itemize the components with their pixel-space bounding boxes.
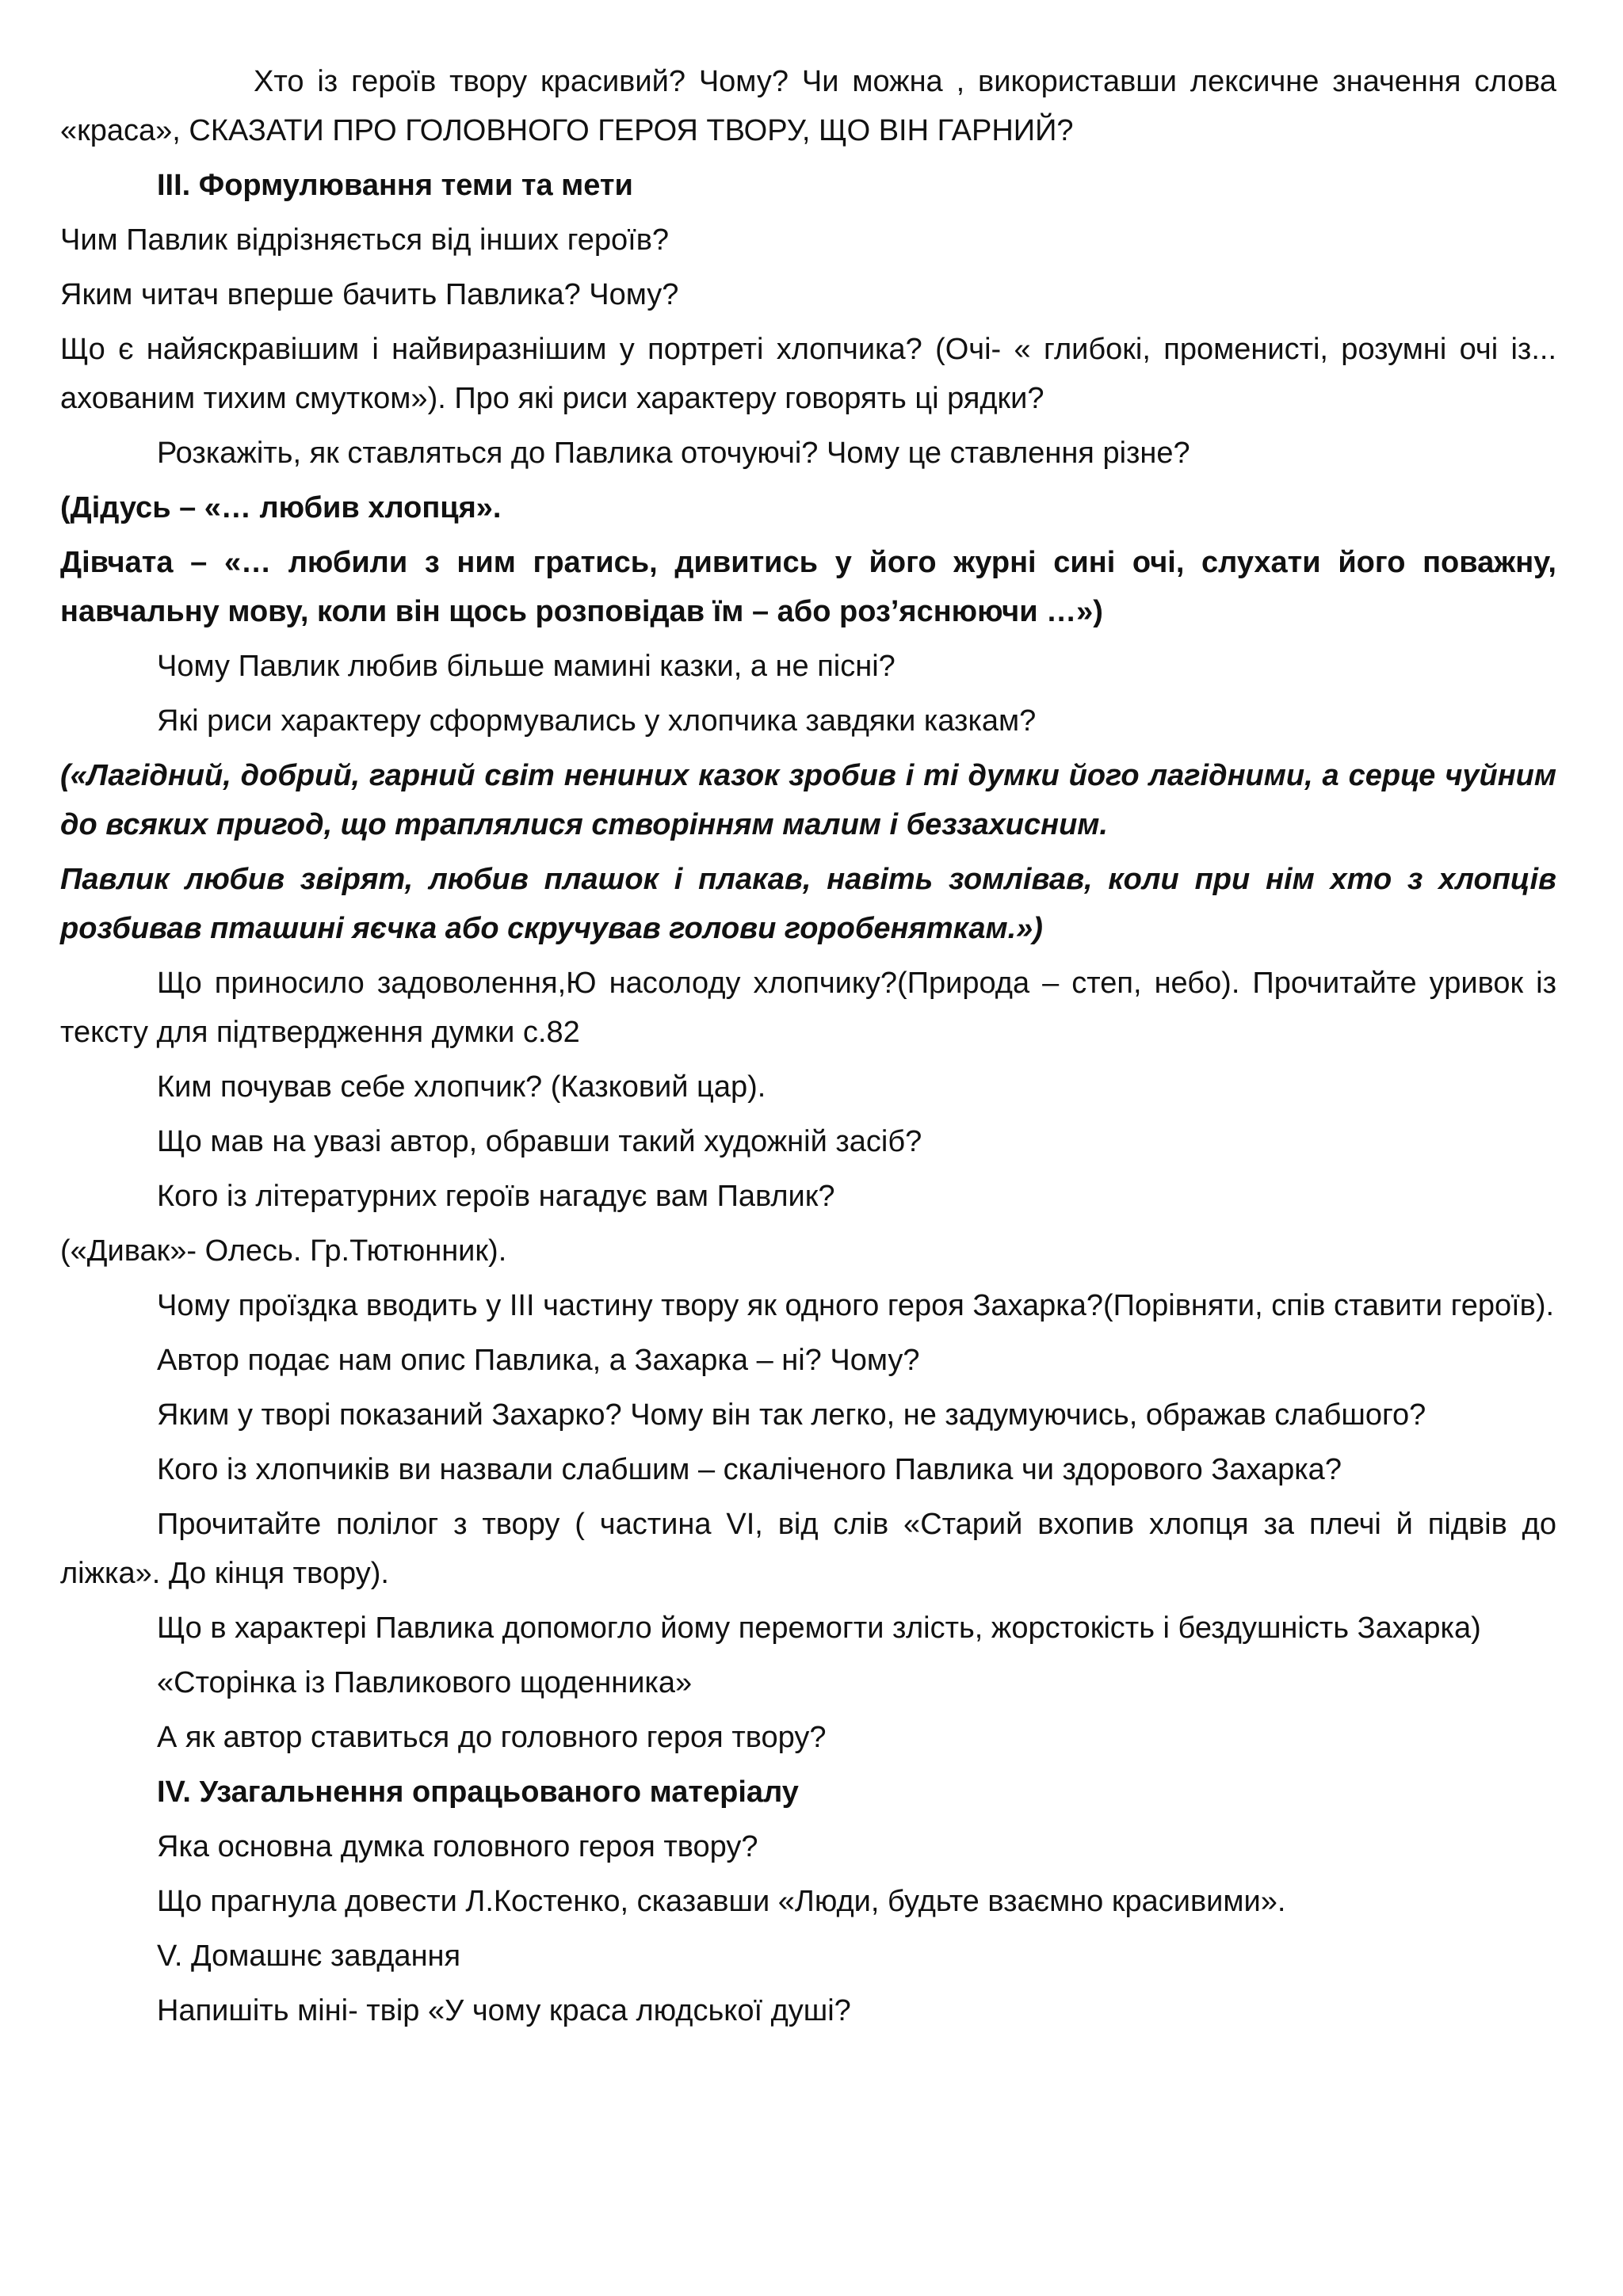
quote-paragraph: Павлик любив звірят, любив плашок і плакав, навіть зомлівав, коли при нім хто з хлопців розбивав пташині яєчка або скручував голови горобеняткам.»): [60, 863, 1556, 945]
question-paragraph: Розкажіть, як ставляться до Павлика оточуючі? Чому це ставлення різне?: [157, 437, 1190, 470]
question-paragraph: Чому проїздка вводить у ІІІ частину твору як одного героя Захарка?(Порівняти, спів ставити героїв).: [157, 1289, 1555, 1322]
question-paragraph: Кого із літературних героїв нагадує вам Павлик?: [157, 1180, 835, 1213]
section-heading: ІІІ. Формулювання теми та мети: [157, 169, 633, 202]
section-heading: ІV. Узагальнення опрацьованого матеріалу: [157, 1775, 799, 1809]
question-paragraph: А як автор ставиться до головного героя твору?: [157, 1721, 827, 1754]
task-paragraph: «Сторінка із Павликового щоденника»: [157, 1666, 693, 1699]
section-heading: V. Домашнє завдання: [157, 1939, 461, 1973]
question-paragraph: Яким читач вперше бачить Павлика? Чому?: [60, 278, 679, 311]
answer-paragraph: Дівчата – «… любили з ним гратись, дивитись у його журні сині очі, слухати його поважну, навчальну мову, коли він щось розповідав їм – або роз’яснюючи …»): [60, 546, 1556, 628]
quote-paragraph: («Лагідний, добрий, гарний світ нениних казок зробив і ті думки його лагідними, а серце чуйним до всяких пригод, що траплялися створінням малим і беззахисним.: [60, 759, 1556, 841]
question-paragraph: Що мав на увазі автор, обравши такий художній засіб?: [157, 1125, 922, 1158]
task-paragraph: Напишіть міні- твір «У чому краса людської душі?: [157, 1994, 851, 2027]
question-paragraph: Що в характері Павлика допомогло йому перемогти злість, жорстокість і бездушність Захарка): [157, 1611, 1481, 1645]
question-paragraph: Прочитайте полілог з твору ( частина VІ, від слів «Старий вхопив хлопця за плечі й підвів до ліжка». До кінця твору).: [60, 1508, 1556, 1590]
question-paragraph: Автор подає нам опис Павлика, а Захарка – ні? Чому?: [157, 1344, 920, 1377]
question-paragraph: Що прагнула довести Л.Костенко, сказавши «Люди, будьте взаємно красивими».: [157, 1885, 1286, 1918]
question-paragraph: Хто із героїв твору красивий? Чому? Чи можна , використавши лексичне значення слова «краса», СКАЗАТИ ПРО ГОЛОВНОГО ГЕРОЯ ТВОРУ, ЩО ВІН ГАРНИЙ?: [60, 65, 1556, 147]
question-paragraph: Чому Павлик любив більше мамині казки, а не пісні?: [157, 650, 896, 683]
answer-paragraph: (Дідусь – «… любив хлопця».: [60, 491, 502, 524]
question-paragraph: Яка основна думка головного героя твору?: [157, 1830, 758, 1863]
question-paragraph: Ким почував себе хлопчик? (Казковий цар).: [157, 1070, 766, 1104]
question-paragraph: Що є найяскравішим і найвиразнішим у портреті хлопчика? (Очі- « глибокі, променисті, розумні очі із... ахованим тихим смутком»). Про які риси характеру говорять ці рядки?: [60, 333, 1556, 415]
question-paragraph: Які риси характеру сформувались у хлопчика завдяки казкам?: [157, 704, 1037, 738]
question-paragraph: Що приносило задоволення,Ю насолоду хлопчику?(Природа – степ, небо). Прочитайте уривок із тексту для підтвердження думки с.82: [60, 967, 1556, 1049]
answer-paragraph: («Дивак»- Олесь. Гр.Тютюнник).: [60, 1234, 507, 1268]
question-paragraph: Яким у творі показаний Захарко? Чому він так легко, не задумуючись, ображав слабшого?: [157, 1398, 1426, 1432]
question-paragraph: Чим Павлик відрізняється від інших героїв?: [60, 223, 670, 257]
question-paragraph: Кого із хлопчиків ви назвали слабшим – скаліченого Павлика чи здорового Захарка?: [157, 1453, 1342, 1486]
